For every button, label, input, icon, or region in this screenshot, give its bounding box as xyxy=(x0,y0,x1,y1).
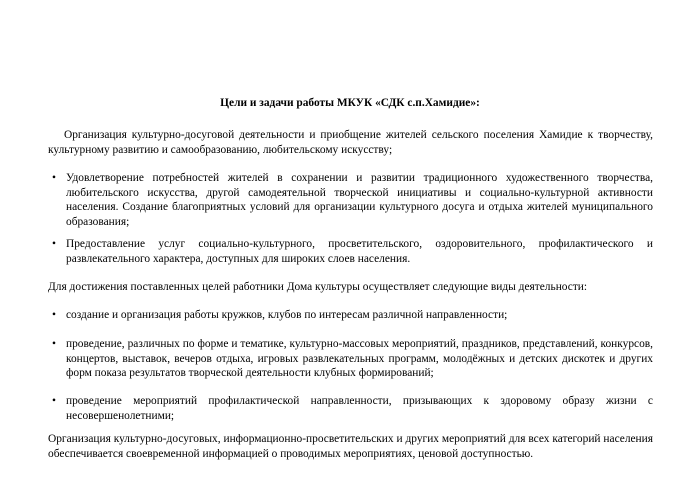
bullet-icon: • xyxy=(52,395,56,407)
activity-item xyxy=(52,337,653,381)
activity-item-text: проведение, различных по форме и тематике, культурно-массовых мероприятий, праздников, представлений, конкурсов, концертов, выставок, вечеров отдыха, игровых развлекательных программ, молодёжных и детских дискотек и других форм показа результатов творческой деятельности клубных формирований; xyxy=(66,338,653,380)
activity-item-text: создание и организация работы кружков, клубов по интересам различной направленности; xyxy=(66,309,508,321)
document-title: Цели и задачи работы МКУК «СДК с.п.Хамидие»: xyxy=(220,97,480,109)
activity-item xyxy=(52,308,653,323)
activity-item xyxy=(52,394,653,423)
intro-paragraph: Организация культурно-досуговой деятельности и приобщение жителей сельского поселения Хамидие к творчеству, культурному развитию и самообразованию, любительскому искусству; xyxy=(48,129,653,156)
activity-item-text: проведение мероприятий профилактической направленности, призывающих к здоровому образу жизни с несовершенолетними; xyxy=(66,395,653,422)
goal-item-text: Удовлетворение потребностей жителей в сохранении и развитии традиционного художественного творчества, любительского искусства, другой самодеятельной творческой инициативы и социально-культурной активности населения. Создание благоприятных условий для организации культурного досуга и отдыха жителей муниципального образования; xyxy=(66,172,653,228)
goal-item-text: Предоставление услуг социально-культурного, просветительского, оздоровительного, профилактического и развлекательного характера, доступных для широких слоев населения. xyxy=(66,238,653,265)
closing-paragraph: Организация культурно-досуговых, информационно-просветительских и других мероприятий для всех категорий населения обеспечивается своевременной информацией о проводимых мероприятиях, ценовой доступностью. xyxy=(48,433,653,460)
bullet-icon: • xyxy=(52,338,56,350)
activities-lead: Для достижения поставленных целей работники Дома культуры осуществляет следующие виды деятельности: xyxy=(48,281,588,293)
goal-item xyxy=(52,171,653,229)
goal-item xyxy=(52,237,653,266)
bullet-icon: • xyxy=(52,238,56,250)
bullet-icon: • xyxy=(52,309,56,321)
bullet-icon: • xyxy=(52,172,56,184)
